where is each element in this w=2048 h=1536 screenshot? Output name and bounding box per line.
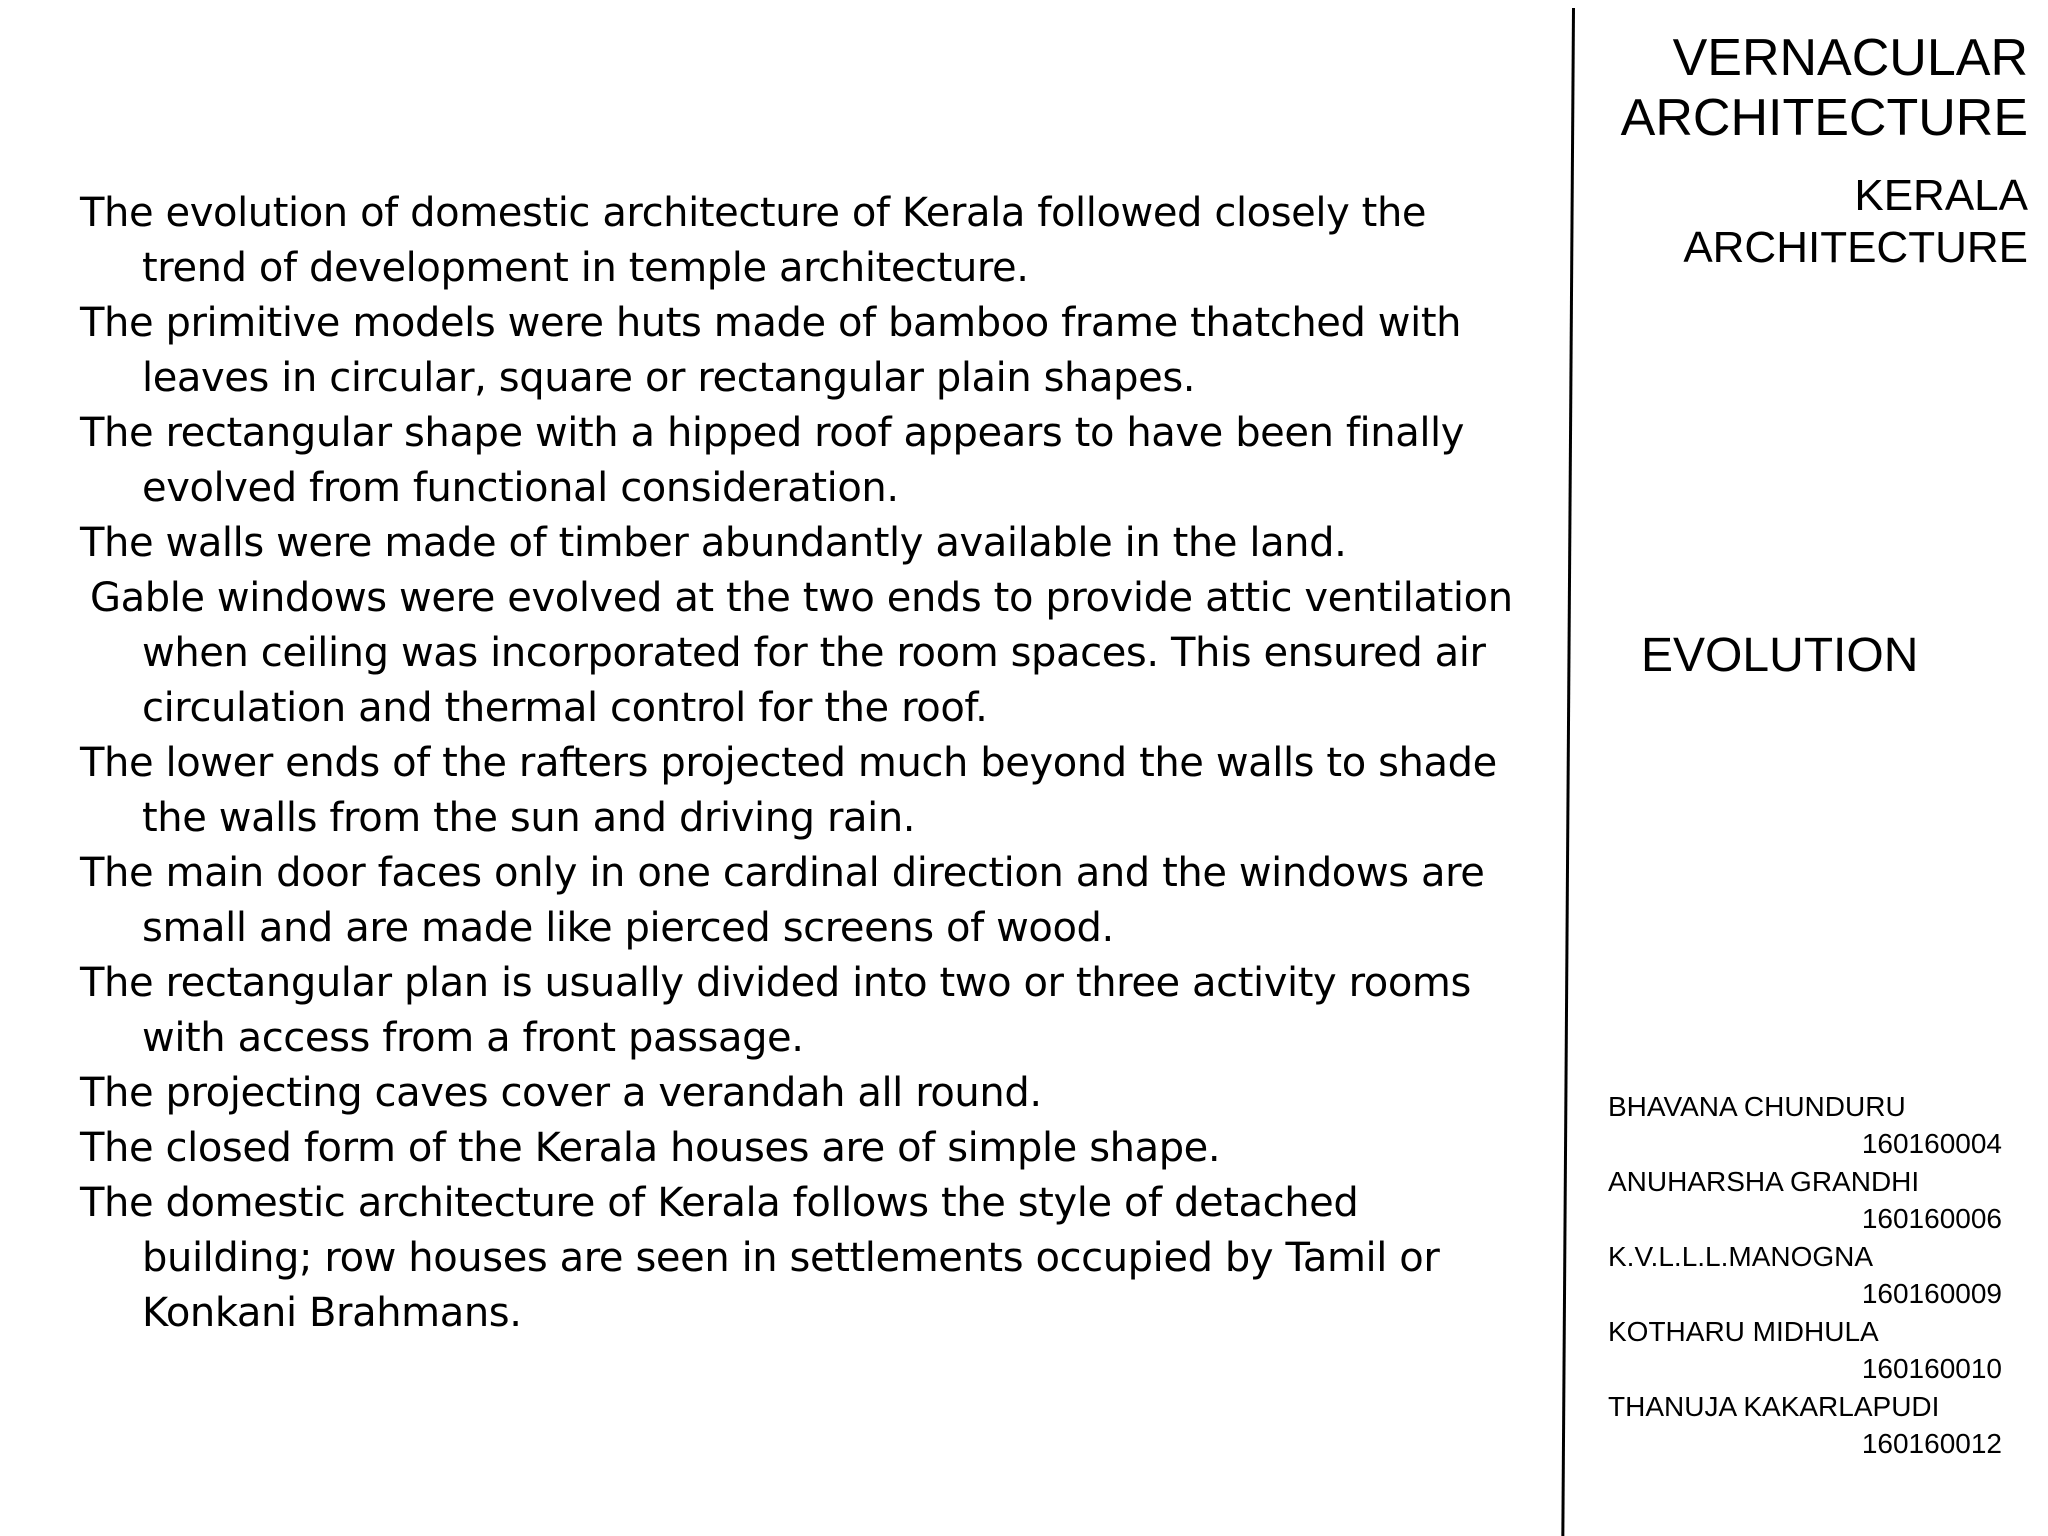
author-name: THANUJA KAKARLAPUDI: [1608, 1391, 1940, 1422]
author-name: KOTHARU MIDHULA: [1608, 1316, 1879, 1347]
author-name: BHAVANA CHUNDURU: [1608, 1091, 1906, 1122]
paragraph: The rectangular shape with a hipped roof appears to have been finally evolved from functional consideration.: [80, 410, 1465, 511]
paragraph: The walls were made of timber abundantly available in the land.: [80, 520, 1347, 566]
author-name: ANUHARSHA GRANDHI: [1608, 1166, 1920, 1197]
page-title: [1621, 28, 2028, 148]
vertical-divider: [1561, 8, 1575, 1536]
page-subtitle: [1683, 170, 2028, 274]
paragraph: The projecting caves cover a verandah all round.: [80, 1070, 1042, 1116]
author-list: [1608, 1088, 2002, 1463]
page-title-line: VERNACULAR: [1672, 29, 2028, 87]
paragraph: Gable windows were evolved at the two ends to provide attic ventilation when ceiling was incorporated for the room spaces. This ensured air circulation and thermal control for the roof.: [90, 575, 1513, 731]
paragraph: The closed form of the Kerala houses are of simple shape.: [80, 1125, 1221, 1171]
paragraph: The primitive models were huts made of bamboo frame thatched with leaves in circular, square or rectangular plain shapes.: [80, 300, 1462, 401]
page-subtitle-line: KERALA: [1854, 171, 2028, 220]
author-name: K.V.L.L.L.MANOGNA: [1608, 1241, 1874, 1272]
page-subtitle-line: ARCHITECTURE: [1683, 223, 2028, 272]
body-text: [80, 186, 1520, 1341]
paragraph: The domestic architecture of Kerala follows the style of detached building; row houses are seen in settlements occupied by Tamil or Konkani Brahmans.: [80, 1180, 1440, 1336]
author-id: 160160012: [1861, 1428, 2002, 1459]
paragraph: The lower ends of the rafters projected much beyond the walls to shade the walls from the sun and driving rain.: [80, 740, 1497, 841]
author-id: 160160004: [1861, 1128, 2002, 1159]
section-title: EVOLUTION: [1641, 629, 1919, 682]
page-title-line: ARCHITECTURE: [1620, 89, 2028, 147]
author-id: 160160006: [1861, 1203, 2002, 1234]
author-id: 160160009: [1861, 1278, 2002, 1309]
paragraph: The evolution of domestic architecture of Kerala followed closely the trend of development in temple architecture.: [80, 190, 1427, 291]
author-id: 160160010: [1861, 1353, 2002, 1384]
paragraph: The rectangular plan is usually divided into two or three activity rooms with access from a front passage.: [80, 960, 1471, 1061]
paragraph: The main door faces only in one cardinal direction and the windows are small and are made like pierced screens of wood.: [80, 850, 1485, 951]
